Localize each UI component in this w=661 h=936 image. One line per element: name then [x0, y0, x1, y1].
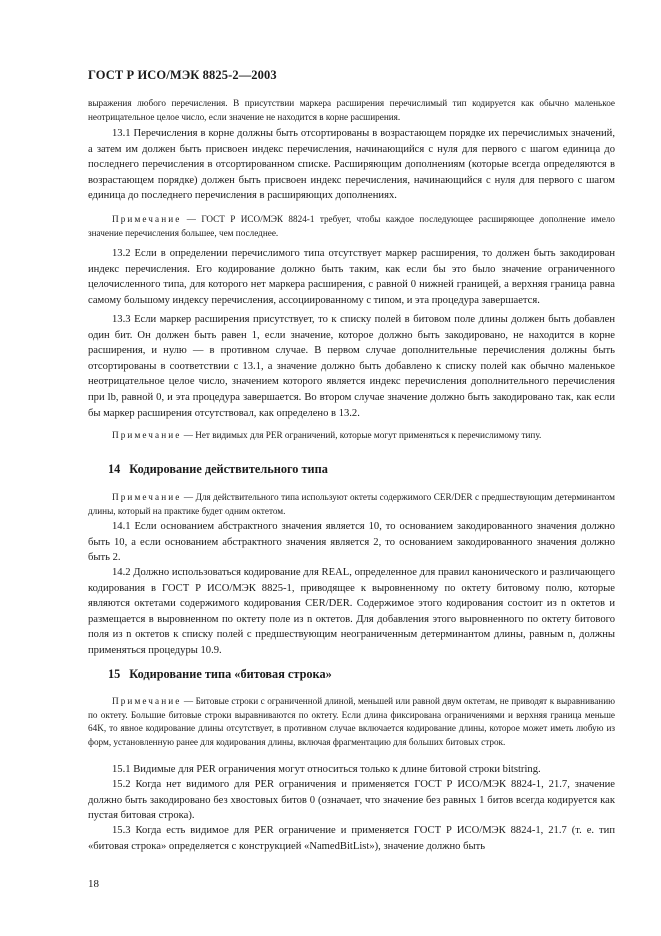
section-14-number: 14	[108, 462, 121, 476]
paragraph-15-3-text: 15.3 Когда есть видимое для PER ограничение и применяется ГОСТ Р ИСО/МЭК 8824-1, 21.7 (т. е. тип «битовая строка» определяется с конструкцией «NamedBitList»), значение должно быть	[88, 825, 615, 852]
note-3-text: — Для действительного типа используют октеты содержимого CER/DER с предшествующим детерминантом длины, который на практике будет одним октетом.	[88, 492, 615, 516]
paragraph-14-2	[88, 565, 615, 659]
section-14-title: Кодирование действительного типа	[129, 462, 328, 476]
note-1	[88, 213, 615, 240]
section-15-heading	[108, 667, 332, 682]
section-15-title: Кодирование типа «битовая строка»	[129, 667, 332, 681]
note-2-label: Примечание	[112, 430, 182, 440]
note-2	[88, 429, 615, 443]
paragraph-15-1	[88, 762, 615, 778]
section-14-heading	[108, 462, 328, 477]
paragraph-15-2-text: 15.2 Когда нет видимого для PER ограничения и применяется ГОСТ Р ИСО/МЭК 8824-1, 21.7, значение должно быть закодировано без хвостовых битов 0 (означает, что значение без равных 1 битов всегда кодируется как пустая битовая строка).	[88, 779, 615, 822]
paragraph-13-3-text: 13.3 Если маркер расширения присутствует, то к списку полей в битовом поле длины должен быть добавлен один бит. Он должен быть равен 1, если значение, которое должно быть закодировано, не находится в корне расширения, и нулю — в противном случае. В первом случае дополнительные перечисления должны быть отсортированы в соответствии с 13.1, а значение должно быть добавлено к списку полей как обычно маленькое неотрицательное целое число, значением которого является индекс перечисления дополнительного перечисления при lb, равной 0, и эта процедура завершается. Во втором случае значение должно быть закодировано так, как если бы маркер расширения отсутствовал, как определено в 13.2.	[88, 314, 615, 419]
note-2-text: — Нет видимых для PER ограничений, которые могут применяться к перечислимому типу.	[181, 430, 542, 440]
paragraph-14-2-text: 14.2 Должно использоваться кодирование для REAL, определенное для правил канонического и различающего кодирования в ГОСТ Р ИСО/МЭК 8825-1, приводящее к выровненному по октету битовому полю, которые являются октетами содержимого кодирования CER/DER. Содержимое этого кодирования состоит из n октетов и размещается в выровненном по октету поле из n октетов. Для добавления этого выровненного по октету битового поля из n октетов к списку полей с предшествующим неограниченным детерминантом длины, равным n, должны применяться процедуры 10.9.	[88, 567, 615, 656]
paragraph-13-1	[88, 126, 615, 204]
note-4-text: — Битовые строки с ограниченной длиной, меньшей или равной двум октетам, не приводят к выравниванию по октету. Большие битовые строки выравниваются по октету. Если длина фиксирована ограничениями и верхняя граница меньше 64K, то явное кодирование длины отсутствует, в противном случае включается кодирование длины, которое может иметь любую из форм, установленную ранее для кодирования длины, включая фрагментацию для больших битовых строк.	[88, 696, 615, 747]
paragraph-15-2	[88, 777, 615, 824]
intro-text: выражения любого перечисления. В присутствии маркера расширения перечислимый тип кодируется как обычно маленькое неотрицательное целое число, если значение не находится в корне расширения.	[88, 98, 615, 122]
note-1-label: Примечание	[112, 214, 182, 224]
note-1-text: — ГОСТ Р ИСО/МЭК 8824-1 требует, чтобы каждое последующее расширяющее дополнение имело значение перечисления большее, чем последнее.	[88, 214, 615, 238]
paragraph-13-3	[88, 312, 615, 421]
paragraph-14-1-text: 14.1 Если основанием абстрактного значения является 10, то основанием закодированного значения должно быть 10, а если основанием абстрактного значения является 2, то основанием закодированного значения должно быть 2.	[88, 521, 615, 564]
note-3	[88, 491, 615, 518]
section-15-number: 15	[108, 667, 121, 681]
paragraph-14-1	[88, 519, 615, 566]
note-3-label: Примечание	[112, 492, 182, 502]
paragraph-13-1-text: 13.1 Перечисления в корне должны быть отсортированы в возрастающем порядке их перечислимых значений, а затем им должен быть присвоен индекс перечисления, начинающийся с нуля для первого с шагом единица до последнего перечисления в отсортированном списке. Расширяющим дополнениям (которые всегда определяются в возрастающем порядке) должен быть присвоен индекс перечисления, начинающийся с нуля для первого с шагом единица до последнего перечисления в расширяющих дополнениях.	[88, 128, 615, 202]
running-header: ГОСТ Р ИСО/МЭК 8825-2—2003	[88, 68, 277, 82]
paragraph-13-2	[88, 246, 615, 308]
note-4-label: Примечание	[112, 696, 182, 706]
page-number: 18	[88, 878, 99, 890]
paragraph-13-2-text: 13.2 Если в определении перечислимого типа отсутствует маркер расширения, то должен быть закодирован индекс перечисления. Его кодирование должно быть таким, как если бы это было значение ограниченного целочисленного типа, для которого нет маркера расширения, с равной 0 нижней границей, а верхняя граница равна самому большому индексу перечисления, ассоциированному с типом, и эта процедура завершается.	[88, 248, 615, 306]
intro-paragraph	[88, 97, 615, 124]
note-4	[88, 695, 615, 749]
paragraph-15-3	[88, 823, 615, 854]
paragraph-15-1-text: 15.1 Видимые для PER ограничения могут относиться только к длине битовой строки bitstring.	[112, 764, 541, 775]
